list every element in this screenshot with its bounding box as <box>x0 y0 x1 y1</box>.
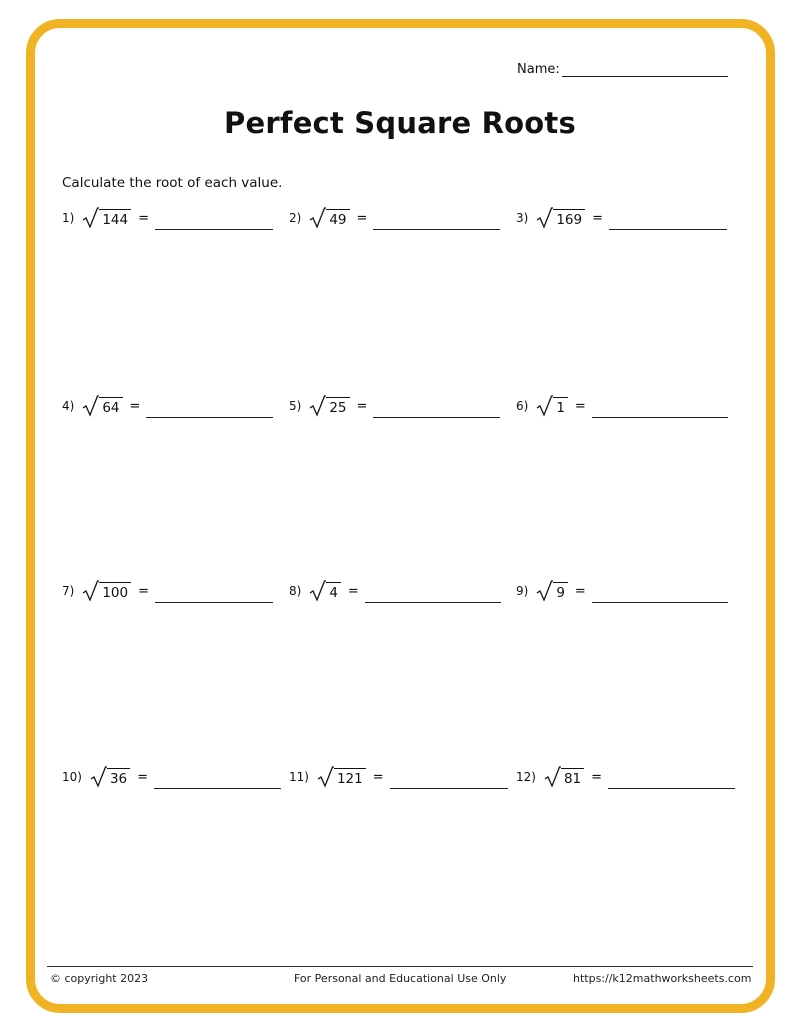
problem-11 <box>289 766 508 788</box>
problem-number: 5) <box>289 399 302 413</box>
square-root-expression <box>317 766 366 788</box>
answer-line[interactable] <box>146 403 273 418</box>
radicand: 36 <box>107 768 130 788</box>
problem-7 <box>62 580 273 602</box>
equals-sign: = <box>592 210 604 226</box>
footer-copyright: © copyright 2023 <box>50 972 149 985</box>
radical-sign-icon <box>536 207 553 229</box>
problem-6 <box>516 395 728 417</box>
problem-10 <box>62 766 281 788</box>
equals-sign: = <box>356 398 368 414</box>
square-root-expression <box>536 580 568 602</box>
equals-sign: = <box>372 769 384 785</box>
square-root-expression <box>536 395 568 417</box>
problem-number: 6) <box>516 399 529 413</box>
problem-8 <box>289 580 501 602</box>
radicand: 169 <box>553 209 585 229</box>
answer-line[interactable] <box>592 588 728 603</box>
answer-line[interactable] <box>592 403 728 418</box>
radical-sign-icon <box>536 580 553 602</box>
answer-line[interactable] <box>373 403 500 418</box>
problem-number: 2) <box>289 211 302 225</box>
instructions: Calculate the root of each value. <box>62 175 283 191</box>
answer-line[interactable] <box>390 774 508 789</box>
problem-number: 11) <box>289 770 309 784</box>
problem-number: 1) <box>62 211 75 225</box>
radical-sign-icon <box>82 580 99 602</box>
equals-sign: = <box>138 210 150 226</box>
radical-sign-icon <box>544 766 561 788</box>
worksheet-title: Perfect Square Roots <box>224 106 576 140</box>
radical-sign-icon <box>82 207 99 229</box>
problem-2 <box>289 207 500 229</box>
square-root-expression <box>82 395 122 417</box>
square-root-expression <box>309 395 349 417</box>
answer-line[interactable] <box>155 215 273 230</box>
name-label: Name: <box>517 62 560 77</box>
radicand: 144 <box>99 209 131 229</box>
radical-sign-icon <box>90 766 107 788</box>
radicand: 25 <box>326 397 349 417</box>
square-root-expression <box>90 766 130 788</box>
problem-number: 12) <box>516 770 536 784</box>
radicand: 1 <box>553 397 568 417</box>
square-root-expression <box>82 207 131 229</box>
equals-sign: = <box>574 583 586 599</box>
problem-9 <box>516 580 728 602</box>
square-root-expression <box>544 766 584 788</box>
radicand: 81 <box>561 768 584 788</box>
radicand: 4 <box>326 582 341 602</box>
problem-4 <box>62 395 273 417</box>
answer-line[interactable] <box>373 215 500 230</box>
equals-sign: = <box>129 398 141 414</box>
equals-sign: = <box>138 583 150 599</box>
name-input-line[interactable] <box>562 62 728 77</box>
problem-number: 10) <box>62 770 82 784</box>
equals-sign: = <box>137 769 149 785</box>
radical-sign-icon <box>82 395 99 417</box>
radicand: 64 <box>99 397 122 417</box>
radicand: 9 <box>553 582 568 602</box>
footer-divider <box>47 966 753 967</box>
problem-number: 4) <box>62 399 75 413</box>
square-root-expression <box>309 207 349 229</box>
answer-line[interactable] <box>155 588 273 603</box>
name-row <box>517 62 728 77</box>
answer-line[interactable] <box>154 774 281 789</box>
equals-sign: = <box>591 769 603 785</box>
problem-number: 8) <box>289 584 302 598</box>
answer-line[interactable] <box>608 774 735 789</box>
problem-5 <box>289 395 500 417</box>
square-root-expression <box>536 207 585 229</box>
radical-sign-icon <box>309 395 326 417</box>
equals-sign: = <box>574 398 586 414</box>
square-root-expression <box>309 580 341 602</box>
equals-sign: = <box>356 210 368 226</box>
radicand: 100 <box>99 582 131 602</box>
problem-number: 7) <box>62 584 75 598</box>
radical-sign-icon <box>309 580 326 602</box>
radicand: 49 <box>326 209 349 229</box>
radical-sign-icon <box>309 207 326 229</box>
answer-line[interactable] <box>365 588 501 603</box>
equals-sign: = <box>347 583 359 599</box>
page-border-frame <box>26 19 775 1013</box>
radical-sign-icon <box>536 395 553 417</box>
problem-number: 9) <box>516 584 529 598</box>
problem-number: 3) <box>516 211 529 225</box>
footer-usage-note: For Personal and Educational Use Only <box>294 972 507 985</box>
radicand: 121 <box>334 768 366 788</box>
problem-12 <box>516 766 735 788</box>
square-root-expression <box>82 580 131 602</box>
problem-3 <box>516 207 727 229</box>
problem-1 <box>62 207 273 229</box>
footer-url[interactable]: https://k12mathworksheets.com <box>573 972 752 985</box>
radical-sign-icon <box>317 766 334 788</box>
answer-line[interactable] <box>609 215 727 230</box>
